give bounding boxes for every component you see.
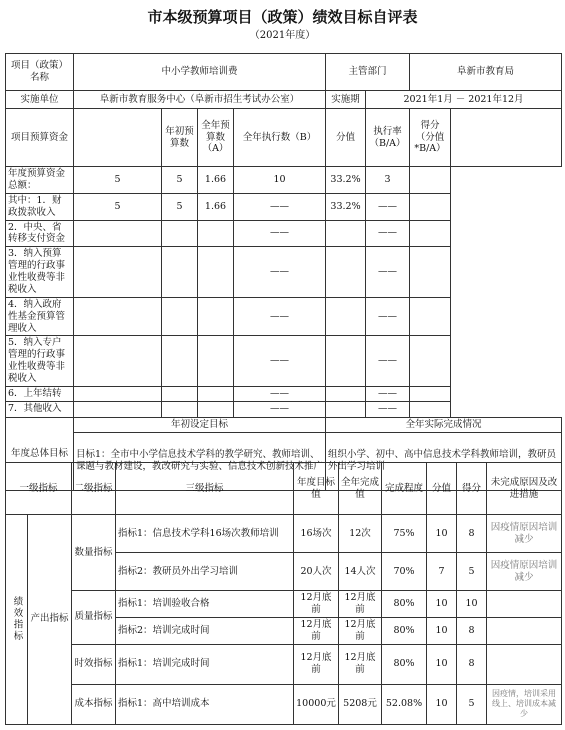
ind-reason: 因疫情，培训采用线上、培训成本减少 [487,684,562,724]
ind-reason [487,591,562,618]
budget-cell [162,336,198,387]
ind-reason: 因疫情原因培训减少 [487,553,562,591]
budget-pad [410,386,451,401]
unit-value: 阜新市教育服务中心（阜新市招生考试办公室） [74,91,326,109]
dept-value: 阜新市教育局 [410,54,562,91]
budget-cell [326,220,366,247]
budget-cell [162,401,198,417]
ind-rate: 80% [382,644,427,684]
ind-rate: 80% [382,591,427,618]
budget-cell: 5 [162,167,198,194]
ind-header: 年度目标值 [294,463,339,515]
budget-cell [198,297,234,336]
budget-section-label: 项目预算资金 [6,109,74,167]
ind-l3: 指标1：培训完成时间 [116,644,294,684]
budget-cell: 3 [366,167,410,194]
budget-cell: —— [366,193,410,220]
budget-cell: —— [234,193,326,220]
ind-header: 三级指标 [116,463,294,515]
budget-header: 分值 [326,109,366,167]
ind-actual: 12次 [339,515,382,553]
budget-cell [162,247,198,298]
ind-score-total: 10 [427,515,457,553]
budget-cell [326,336,366,387]
budget-cell [74,220,162,247]
period-label: 实施期 [326,91,366,109]
budget-row-label: 其中：1．财政拨款收入 [6,193,74,220]
goals-col-actual: 全年实际完成情况 [326,417,562,432]
dept-label: 主管部门 [326,54,410,91]
budget-pad [410,297,451,336]
budget-cell [74,386,162,401]
ind-rate: 52.08% [382,684,427,724]
page-title: 市本级预算项目（政策）绩效目标自评表 [147,8,418,26]
ind-score-total: 10 [427,591,457,618]
budget-pad [410,401,451,417]
ind-score-total: 10 [427,617,457,644]
budget-cell [162,220,198,247]
budget-cell [326,297,366,336]
ind-target: 12月底前 [294,617,339,644]
ind-score: 5 [457,553,487,591]
ind-actual: 12月底前 [339,644,382,684]
ind-l3: 指标2：教研员外出学习培训 [116,553,294,591]
ind-rate: 75% [382,515,427,553]
ind-l3: 指标1：信息技术学科16场次教师培训 [116,515,294,553]
year-line: （2021年度） [249,30,316,41]
budget-cell: —— [366,297,410,336]
project-name-label: 项目（政策）名称 [6,54,74,91]
budget-cell: —— [234,386,326,401]
ind-reason [487,644,562,684]
budget-cell: —— [366,247,410,298]
ind-header: 完成程度 [382,463,427,515]
budget-cell [198,401,234,417]
ind-target: 16场次 [294,515,339,553]
ind-rate: 70% [382,553,427,591]
ind-section-label: 绩效指标 [6,515,28,725]
ind-header: 分值 [427,463,457,515]
budget-cell: —— [366,386,410,401]
ind-target: 12月底前 [294,644,339,684]
budget-cell: —— [234,297,326,336]
budget-cell [162,386,198,401]
budget-cell: —— [366,336,410,387]
ind-score-total: 7 [427,553,457,591]
project-name: 中小学教师培训费 [74,54,326,91]
budget-row-label: 5．纳入专户管理的行政事业性收费等非税收入 [6,336,74,387]
budget-cell: —— [366,220,410,247]
ind-level1: 产出指标 [28,515,72,725]
ind-l2: 质量指标 [72,591,116,645]
budget-header: 执行率（B/A） [366,109,410,167]
budget-row-label: 3．纳入预算管理的行政事业性收费等非税收入 [6,247,74,298]
period-value: 2021年1月 － 2021年12月 [366,91,562,109]
budget-pad [410,220,451,247]
budget-pad [410,247,451,298]
budget-row-label: 年度预算资金总额： [6,167,74,194]
ind-header: 一级指标 [6,463,72,515]
budget-cell: 5 [162,193,198,220]
budget-cell: 10 [234,167,326,194]
ind-target: 12月底前 [294,591,339,618]
budget-cell [198,247,234,298]
ind-header: 二级指标 [72,463,116,515]
unit-label: 实施单位 [6,91,74,109]
budget-cell: —— [234,336,326,387]
ind-score-total: 10 [427,644,457,684]
goals-section-label: 年度总体目标 [6,417,74,490]
ind-l3: 指标1：培训验收合格 [116,591,294,618]
ind-header: 得分 [457,463,487,515]
budget-cell [326,247,366,298]
budget-cell: 33.2% [326,167,366,194]
budget-cell: 1.66 [198,167,234,194]
ind-score: 8 [457,644,487,684]
ind-header: 未完成原因及改进措施 [487,463,562,515]
budget-cell: —— [234,247,326,298]
budget-cell [74,336,162,387]
ind-score-total: 10 [427,684,457,724]
budget-cell: 33.2% [326,193,366,220]
budget-cell: 5 [74,193,162,220]
budget-cell: —— [366,401,410,417]
ind-score: 10 [457,591,487,618]
budget-cell [198,220,234,247]
goals-actual: 组织小学、初中、高中信息技术学科教师培训，教研员外出学习培训 [326,432,562,490]
budget-header: 年初预算数 [162,109,198,167]
goals-planned: 目标1：全市中小学信息技术学科的教学研究、教师培训、课题与教材建设，教改研究与实验、信息技术创新技术推广 [74,432,326,490]
budget-header: 全年执行数（B） [234,109,326,167]
budget-table [5,53,562,491]
budget-cell: 1.66 [198,193,234,220]
budget-cell [198,386,234,401]
indicator-table [5,462,562,725]
ind-actual: 12月底前 [339,617,382,644]
ind-l2: 时效指标 [72,644,116,684]
budget-pad [410,193,451,220]
budget-cell: 5 [74,167,162,194]
budget-cell [74,247,162,298]
ind-l2: 数量指标 [72,515,116,591]
ind-score: 8 [457,617,487,644]
budget-pad [410,167,451,194]
ind-score: 5 [457,684,487,724]
budget-row-label: 4．纳入政府性基金预算管理收入 [6,297,74,336]
budget-row-label: 2．中央、省转移支付资金 [6,220,74,247]
ind-l3: 指标2：培训完成时间 [116,617,294,644]
budget-cell [198,336,234,387]
budget-cell [162,297,198,336]
budget-cell: —— [234,401,326,417]
ind-header: 全年完成值 [339,463,382,515]
budget-cell [326,386,366,401]
ind-rate: 80% [382,617,427,644]
ind-score: 8 [457,515,487,553]
ind-reason [487,617,562,644]
ind-actual: 14人次 [339,553,382,591]
budget-header: 得分（分值*B/A） [410,109,451,167]
budget-cell: —— [234,220,326,247]
budget-cell [74,401,162,417]
ind-target: 20人次 [294,553,339,591]
ind-reason: 因疫情原因培训减少 [487,515,562,553]
budget-row-label: 6．上年结转 [6,386,74,401]
budget-row-label: 7．其他收入 [6,401,74,417]
budget-header: 全年预算数（A） [198,109,234,167]
budget-cell [326,401,366,417]
budget-pad [410,336,451,387]
ind-l2: 成本指标 [72,684,116,724]
budget-cell [74,297,162,336]
ind-actual: 5208元 [339,684,382,724]
goals-col-planned: 年初设定目标 [74,417,326,432]
ind-l3: 指标1：高中培训成本 [116,684,294,724]
ind-target: 10000元 [294,684,339,724]
ind-actual: 12月底前 [339,591,382,618]
